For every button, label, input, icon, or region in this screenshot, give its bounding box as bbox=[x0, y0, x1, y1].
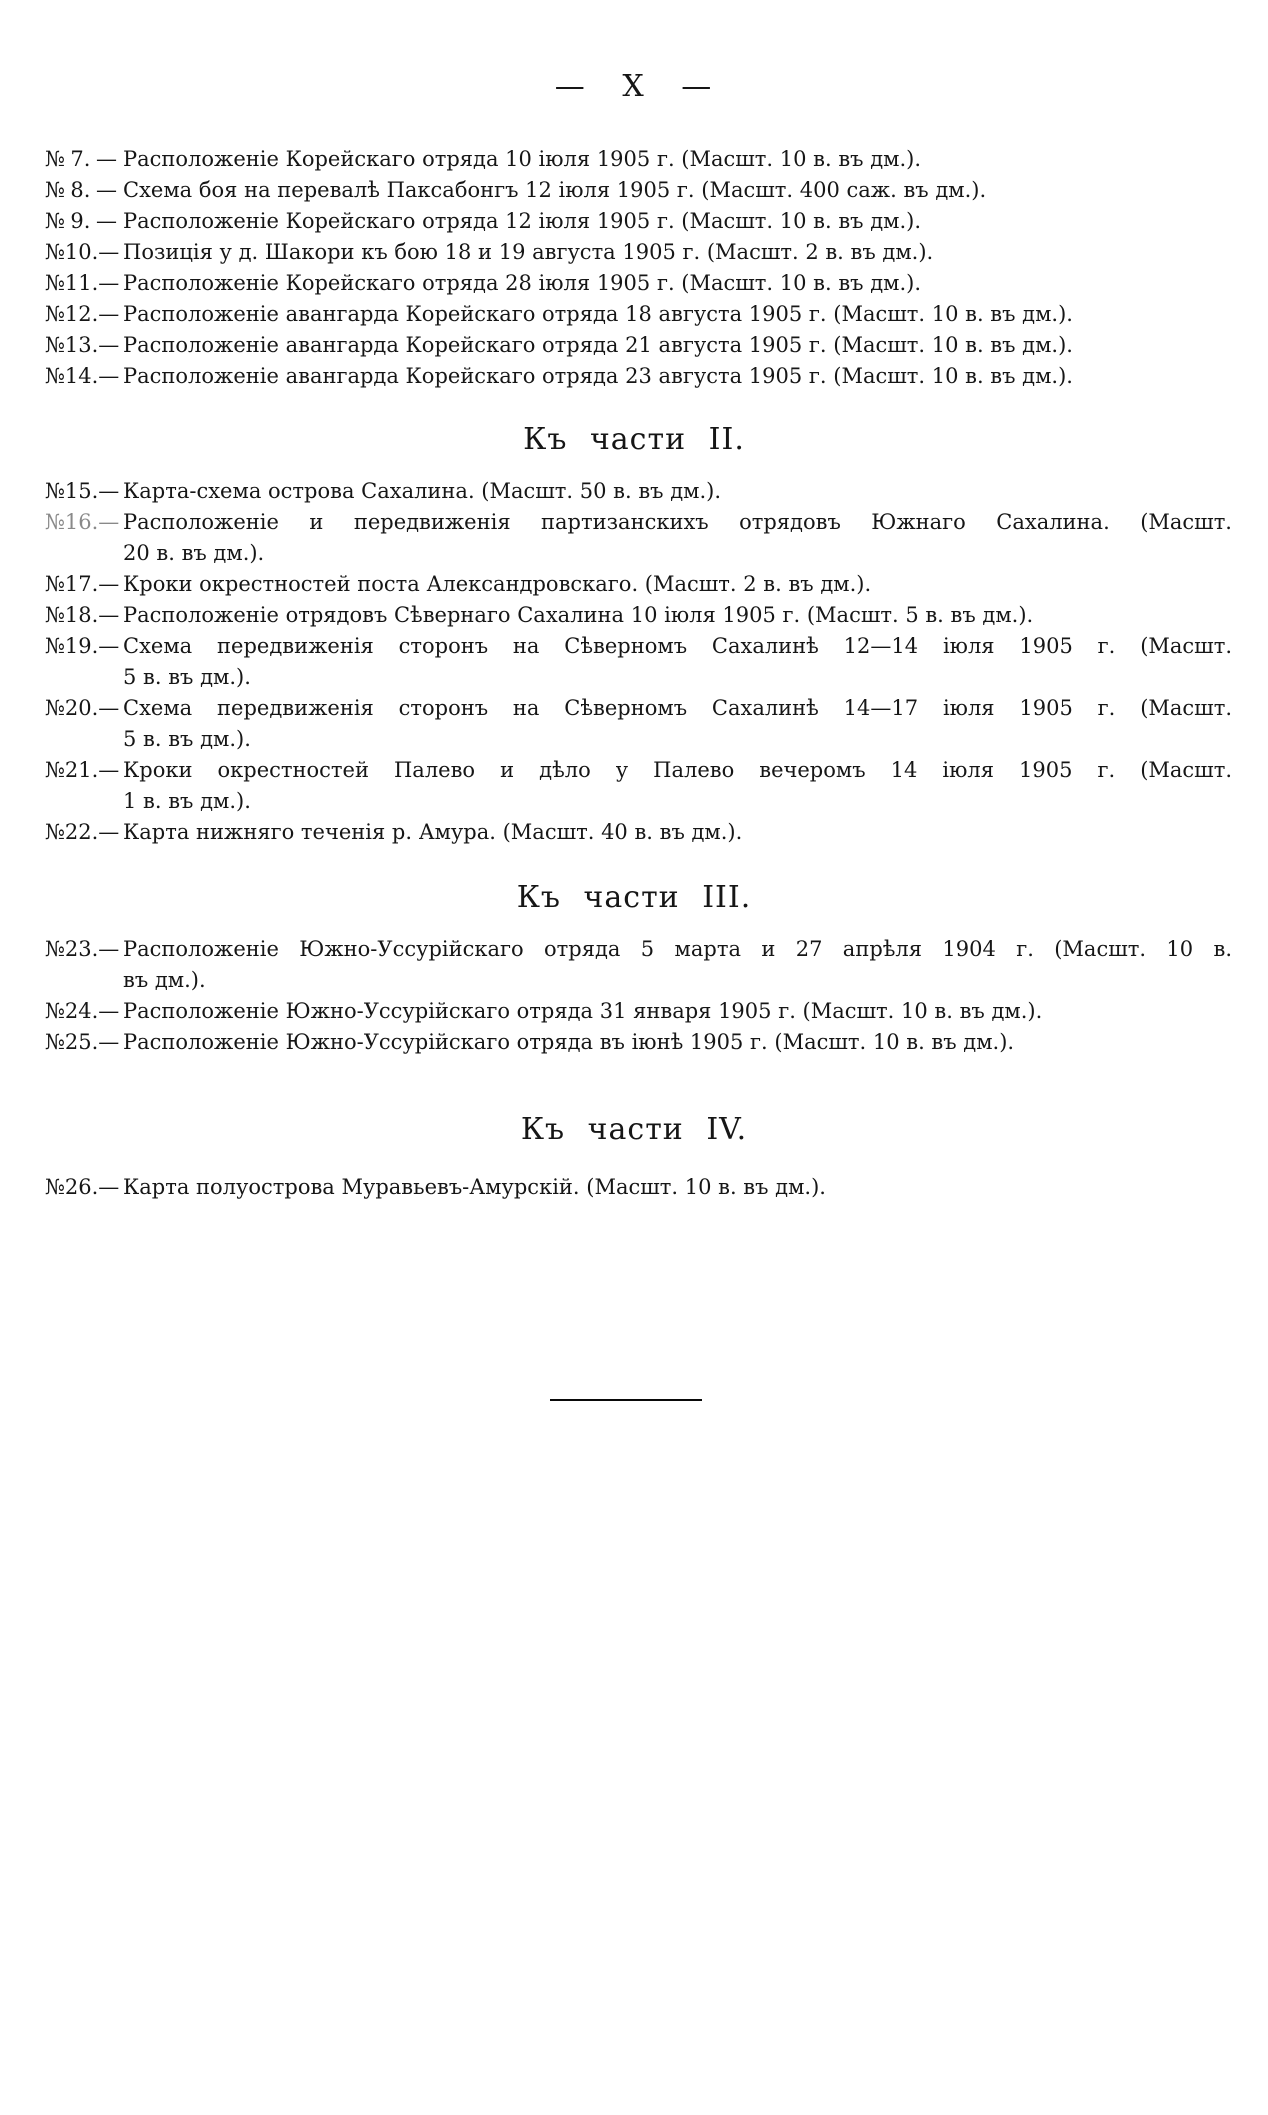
list-item bbox=[45, 144, 1232, 175]
item-number bbox=[45, 299, 120, 330]
item-number bbox=[45, 476, 120, 507]
item-text: Карта-схема острова Сахалина. (Масшт. 50 в. въ дм.). bbox=[123, 479, 721, 503]
section-heading-part-4: Къ части IV. bbox=[520, 1112, 748, 1147]
item-text: Расположеніе авангарда Корейскаго отряда 21 августа 1905 г. (Масшт. 10 в. въ дм.). bbox=[123, 333, 1073, 357]
item-number bbox=[45, 600, 120, 631]
item-text: Расположеніе Южно-Уссурійскаго отряда 31 января 1905 г. (Масшт. 10 в. въ дм.). bbox=[123, 999, 1043, 1023]
item-text: Схема боя на перевалѣ Паксабонгъ 12 іюля 1905 г. (Масшт. 400 саж. въ дм.). bbox=[123, 178, 987, 202]
list-item bbox=[45, 299, 1232, 330]
list-item bbox=[45, 934, 1232, 996]
list-item bbox=[45, 175, 1232, 206]
item-number-value: 12. bbox=[64, 302, 99, 326]
numero-sign: № bbox=[45, 178, 65, 202]
dash: — bbox=[95, 147, 117, 171]
item-text-continued: 5 в. въ дм.). bbox=[123, 727, 251, 751]
dash: — bbox=[98, 333, 120, 357]
item-text: Карта полуострова Муравьевъ-Амурскій. (Масшт. 10 в. въ дм.). bbox=[123, 1175, 826, 1199]
item-text-continued: въ дм.). bbox=[123, 968, 206, 992]
map-list-part-4 bbox=[45, 1172, 1232, 1203]
numero-sign: № bbox=[45, 240, 65, 264]
section-heading-part-2: Къ части II. bbox=[523, 422, 745, 457]
list-item bbox=[45, 476, 1232, 507]
item-number-value: 8. bbox=[70, 178, 91, 202]
item-text: Карта нижняго теченія р. Амура. (Масшт. 40 в. въ дм.). bbox=[123, 820, 743, 844]
item-text-continued: 5 в. въ дм.). bbox=[123, 665, 251, 689]
list-item bbox=[45, 507, 1232, 569]
list-item bbox=[45, 996, 1232, 1027]
item-number bbox=[45, 1172, 120, 1203]
numero-sign: № bbox=[45, 364, 65, 388]
numero-sign: № bbox=[45, 603, 65, 627]
dash: — bbox=[98, 999, 120, 1023]
item-number bbox=[45, 268, 120, 299]
list-item bbox=[45, 600, 1232, 631]
list-item bbox=[45, 693, 1232, 755]
dash: — bbox=[98, 479, 120, 503]
end-divider-rule bbox=[550, 1399, 702, 1401]
item-number-value: 23. bbox=[64, 937, 99, 961]
item-number-value: 14. bbox=[64, 364, 99, 388]
dash: — bbox=[98, 758, 120, 782]
item-text: Схема передвиженія сторонъ на Сѣверномъ Сахалинѣ 12—14 іюля 1905 г. (Масшт. bbox=[123, 634, 1232, 658]
dash: — bbox=[98, 240, 120, 264]
numero-sign: № bbox=[45, 758, 65, 782]
item-number-value: 17. bbox=[64, 572, 99, 596]
item-number bbox=[45, 206, 117, 237]
item-number bbox=[45, 755, 120, 786]
dash: — bbox=[98, 937, 120, 961]
section-heading-part-3: Къ части III. bbox=[516, 880, 752, 915]
item-text: Кроки окрестностей Палево и дѣло у Палево вечеромъ 14 іюля 1905 г. (Масшт. bbox=[123, 758, 1232, 782]
map-list-part-2 bbox=[45, 476, 1232, 848]
numero-sign: № bbox=[45, 634, 65, 658]
item-text: Расположеніе отрядовъ Сѣвернаго Сахалина 10 іюля 1905 г. (Масшт. 5 в. въ дм.). bbox=[123, 603, 1034, 627]
item-number bbox=[45, 569, 120, 600]
dash: — bbox=[98, 634, 120, 658]
numero-sign: № bbox=[45, 479, 65, 503]
item-number bbox=[45, 237, 120, 268]
item-number bbox=[45, 175, 117, 206]
list-item bbox=[45, 361, 1232, 392]
list-item bbox=[45, 268, 1232, 299]
dash: — bbox=[98, 364, 120, 388]
item-number bbox=[45, 817, 120, 848]
item-text: Расположеніе и передвиженія партизанскихъ отрядовъ Южнаго Сахалина. (Масшт. bbox=[123, 510, 1232, 534]
numero-sign: № bbox=[45, 1030, 65, 1054]
item-text-continued: 1 в. въ дм.). bbox=[123, 789, 251, 813]
dash: — bbox=[95, 178, 117, 202]
numero-sign: № bbox=[45, 147, 65, 171]
dash: — bbox=[98, 1030, 120, 1054]
item-text: Расположеніе авангарда Корейскаго отряда 23 августа 1905 г. (Масшт. 10 в. въ дм.). bbox=[123, 364, 1073, 388]
item-number bbox=[45, 693, 120, 724]
page-number: — X — bbox=[554, 69, 714, 104]
numero-sign: № bbox=[45, 302, 65, 326]
dash: — bbox=[98, 696, 120, 720]
list-item bbox=[45, 1172, 1232, 1203]
item-number-value: 18. bbox=[64, 603, 99, 627]
dash: — bbox=[98, 603, 120, 627]
item-text: Кроки окрестностей поста Александровскаго. (Масшт. 2 в. въ дм.). bbox=[123, 572, 872, 596]
item-text: Расположеніе Южно-Уссурійскаго отряда въ іюнѣ 1905 г. (Масшт. 10 в. въ дм.). bbox=[123, 1030, 1015, 1054]
item-number bbox=[45, 996, 120, 1027]
item-number-value: 7. bbox=[70, 147, 91, 171]
numero-sign: № bbox=[45, 271, 65, 295]
list-item bbox=[45, 631, 1232, 693]
item-number-value: 21. bbox=[64, 758, 99, 782]
item-text: Расположеніе Корейскаго отряда 12 іюля 1905 г. (Масшт. 10 в. въ дм.). bbox=[123, 209, 921, 233]
item-number-value: 10. bbox=[64, 240, 99, 264]
item-text: Расположеніе Корейскаго отряда 28 іюля 1905 г. (Масшт. 10 в. въ дм.). bbox=[123, 271, 921, 295]
item-number-value: 13. bbox=[64, 333, 99, 357]
item-number bbox=[45, 361, 120, 392]
numero-sign: № bbox=[45, 572, 65, 596]
item-text-continued: 20 в. въ дм.). bbox=[123, 541, 265, 565]
item-text: Позиція у д. Шакори къ бою 18 и 19 августа 1905 г. (Масшт. 2 в. въ дм.). bbox=[123, 240, 934, 264]
item-number-value: 16. bbox=[64, 510, 99, 534]
dash: — bbox=[98, 510, 120, 534]
map-list-part-1 bbox=[45, 144, 1232, 392]
dash: — bbox=[98, 572, 120, 596]
item-number bbox=[45, 631, 120, 662]
numero-sign: № bbox=[45, 820, 65, 844]
numero-sign: № bbox=[45, 1175, 65, 1199]
numero-sign: № bbox=[45, 510, 65, 534]
item-number bbox=[45, 507, 120, 538]
list-item bbox=[45, 330, 1232, 361]
numero-sign: № bbox=[45, 696, 65, 720]
dash: — bbox=[98, 302, 120, 326]
item-number-value: 24. bbox=[64, 999, 99, 1023]
item-number-value: 20. bbox=[64, 696, 99, 720]
list-item bbox=[45, 1027, 1232, 1058]
item-text: Расположеніе авангарда Корейскаго отряда 18 августа 1905 г. (Масшт. 10 в. въ дм.). bbox=[123, 302, 1073, 326]
item-number bbox=[45, 330, 120, 361]
map-list-part-3 bbox=[45, 934, 1232, 1058]
item-number-value: 9. bbox=[70, 209, 91, 233]
list-item bbox=[45, 237, 1232, 268]
item-number-value: 26. bbox=[64, 1175, 99, 1199]
item-text: Схема передвиженія сторонъ на Сѣверномъ Сахалинѣ 14—17 іюля 1905 г. (Масшт. bbox=[123, 696, 1232, 720]
item-number bbox=[45, 144, 117, 175]
item-text: Расположеніе Южно-Уссурійскаго отряда 5 марта и 27 апрѣля 1904 г. (Масшт. 10 в. bbox=[123, 937, 1232, 961]
numero-sign: № bbox=[45, 937, 65, 961]
item-number-value: 25. bbox=[64, 1030, 99, 1054]
list-item bbox=[45, 569, 1232, 600]
numero-sign: № bbox=[45, 999, 65, 1023]
item-text: Расположеніе Корейскаго отряда 10 іюля 1905 г. (Масшт. 10 в. въ дм.). bbox=[123, 147, 921, 171]
item-number-value: 19. bbox=[64, 634, 99, 658]
numero-sign: № bbox=[45, 333, 65, 357]
dash: — bbox=[98, 820, 120, 844]
list-item bbox=[45, 817, 1232, 848]
item-number bbox=[45, 934, 120, 965]
list-item bbox=[45, 755, 1232, 817]
item-number bbox=[45, 1027, 120, 1058]
numero-sign: № bbox=[45, 209, 65, 233]
dash: — bbox=[98, 1175, 120, 1199]
item-number-value: 22. bbox=[64, 820, 99, 844]
list-item bbox=[45, 206, 1232, 237]
dash: — bbox=[98, 271, 120, 295]
dash: — bbox=[95, 209, 117, 233]
item-number-value: 15. bbox=[64, 479, 99, 503]
item-number-value: 11. bbox=[64, 271, 99, 295]
